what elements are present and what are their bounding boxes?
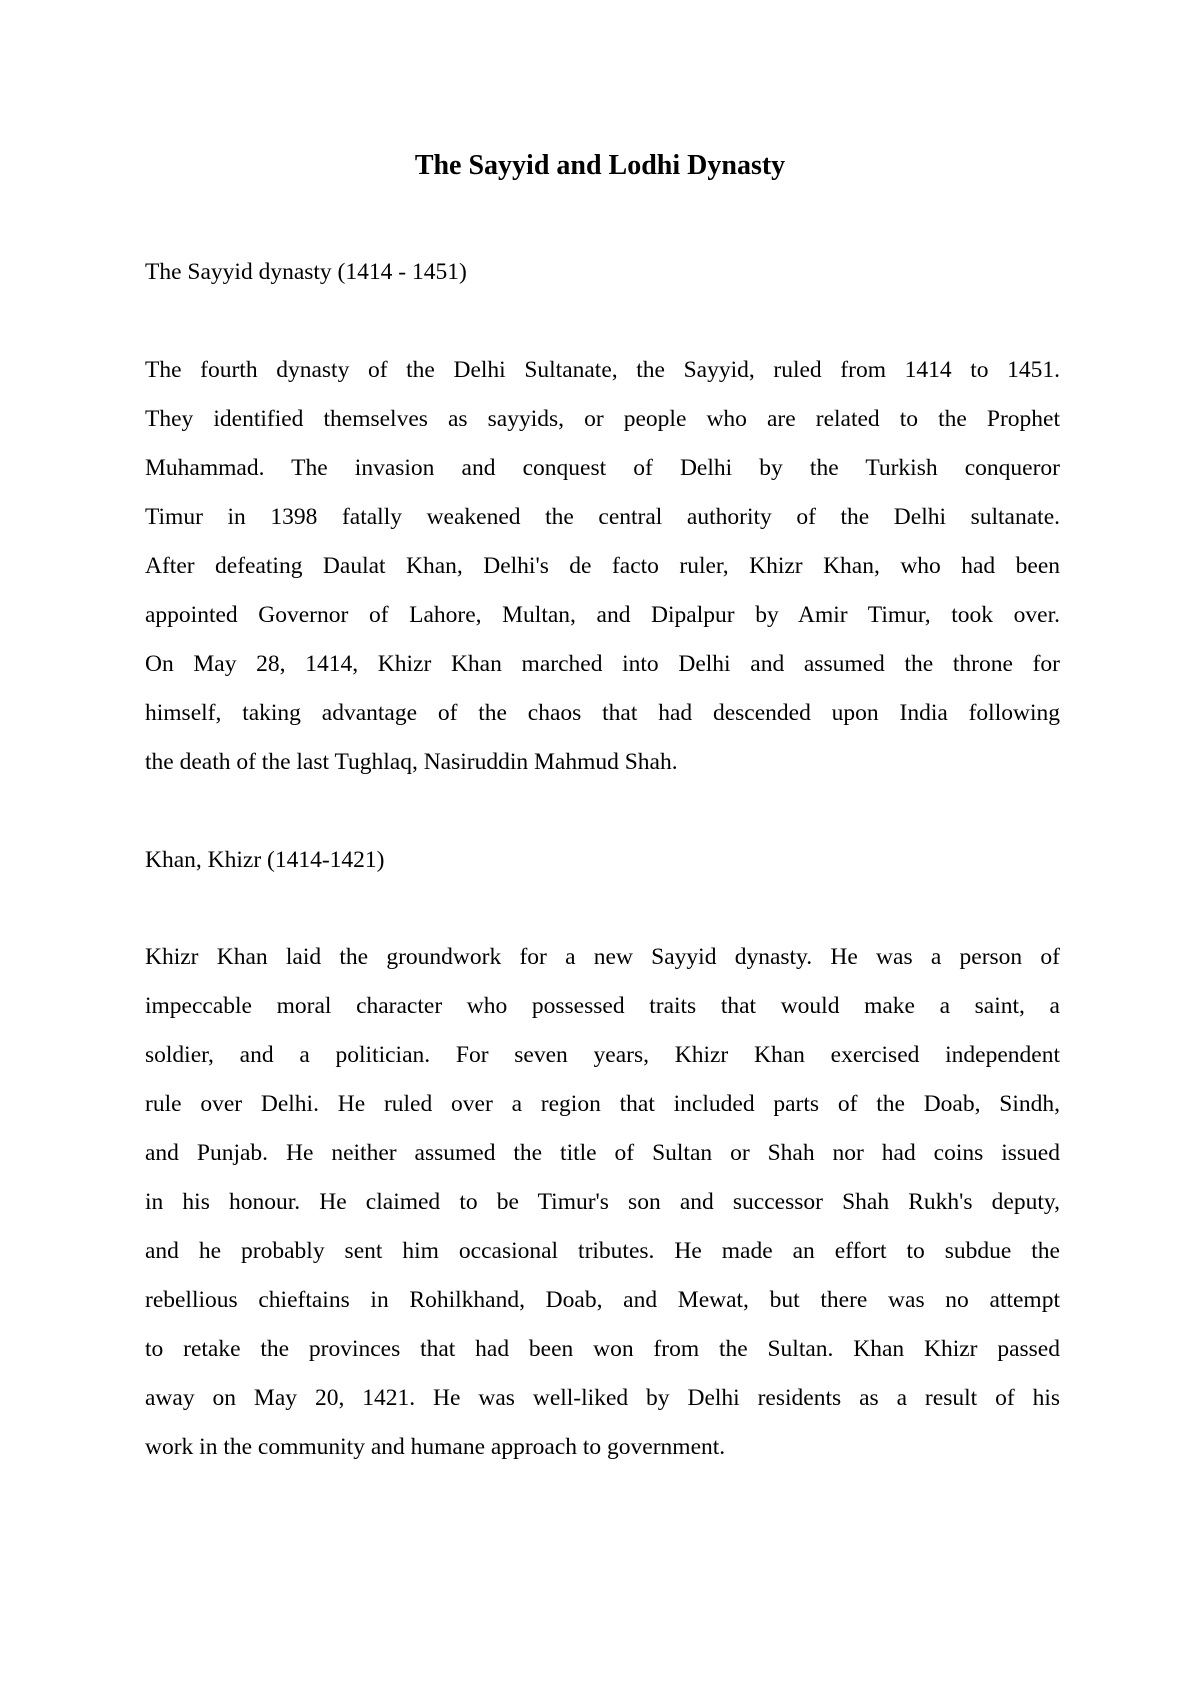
paragraph-khizr-khan: [145, 933, 1060, 1472]
page-title: The Sayyid and Lodhi Dynasty: [414, 150, 786, 181]
paragraph-line: soldier, and a politician. For seven years, Khizr Khan exercised independent: [145, 1042, 1060, 1068]
paragraph-line: After defeating Daulat Khan, Delhi's de facto ruler, Khizr Khan, who had been: [145, 553, 1060, 579]
paragraph-line: in his honour. He claimed to be Timur's son and successor Shah Rukh's deputy,: [145, 1189, 1060, 1215]
paragraph-line: away on May 20, 1421. He was well-liked by Delhi residents as a result of his: [145, 1385, 1060, 1411]
section-heading-khizr-khan: Khan, Khizr (1414-1421): [145, 847, 385, 873]
paragraph-line: The fourth dynasty of the Delhi Sultanate, the Sayyid, ruled from 1414 to 1451.: [145, 357, 1060, 383]
paragraph-line: rule over Delhi. He ruled over a region that included parts of the Doab, Sindh,: [145, 1091, 1060, 1117]
paragraph-line: Timur in 1398 fatally weakened the central authority of the Delhi sultanate.: [145, 504, 1060, 530]
paragraph-line: They identified themselves as sayyids, or people who are related to the Prophet: [145, 406, 1060, 432]
paragraph-line: rebellious chieftains in Rohilkhand, Doab, and Mewat, but there was no attempt: [145, 1287, 1060, 1313]
paragraph-line: impeccable moral character who possessed traits that would make a saint, a: [145, 993, 1060, 1019]
paragraph-line: work in the community and humane approach to government.: [145, 1434, 726, 1460]
paragraph-line: and Punjab. He neither assumed the title of Sultan or Shah nor had coins issued: [145, 1140, 1060, 1166]
section-heading-sayyid-dynasty: The Sayyid dynasty (1414 - 1451): [145, 259, 467, 285]
paragraph-line: and he probably sent him occasional tributes. He made an effort to subdue the: [145, 1238, 1060, 1264]
paragraph-line: the death of the last Tughlaq, Nasiruddin Mahmud Shah.: [145, 749, 678, 775]
paragraph-line: appointed Governor of Lahore, Multan, and Dipalpur by Amir Timur, took over.: [145, 602, 1060, 628]
paragraph-line: to retake the provinces that had been won from the Sultan. Khan Khizr passed: [145, 1336, 1060, 1362]
paragraph-sayyid-dynasty: [145, 346, 1060, 787]
paragraph-line: himself, taking advantage of the chaos that had descended upon India following: [145, 700, 1060, 726]
paragraph-line: Khizr Khan laid the groundwork for a new Sayyid dynasty. He was a person of: [145, 944, 1060, 970]
paragraph-line: On May 28, 1414, Khizr Khan marched into Delhi and assumed the throne for: [145, 651, 1060, 677]
paragraph-line: Muhammad. The invasion and conquest of Delhi by the Turkish conqueror: [145, 455, 1060, 481]
